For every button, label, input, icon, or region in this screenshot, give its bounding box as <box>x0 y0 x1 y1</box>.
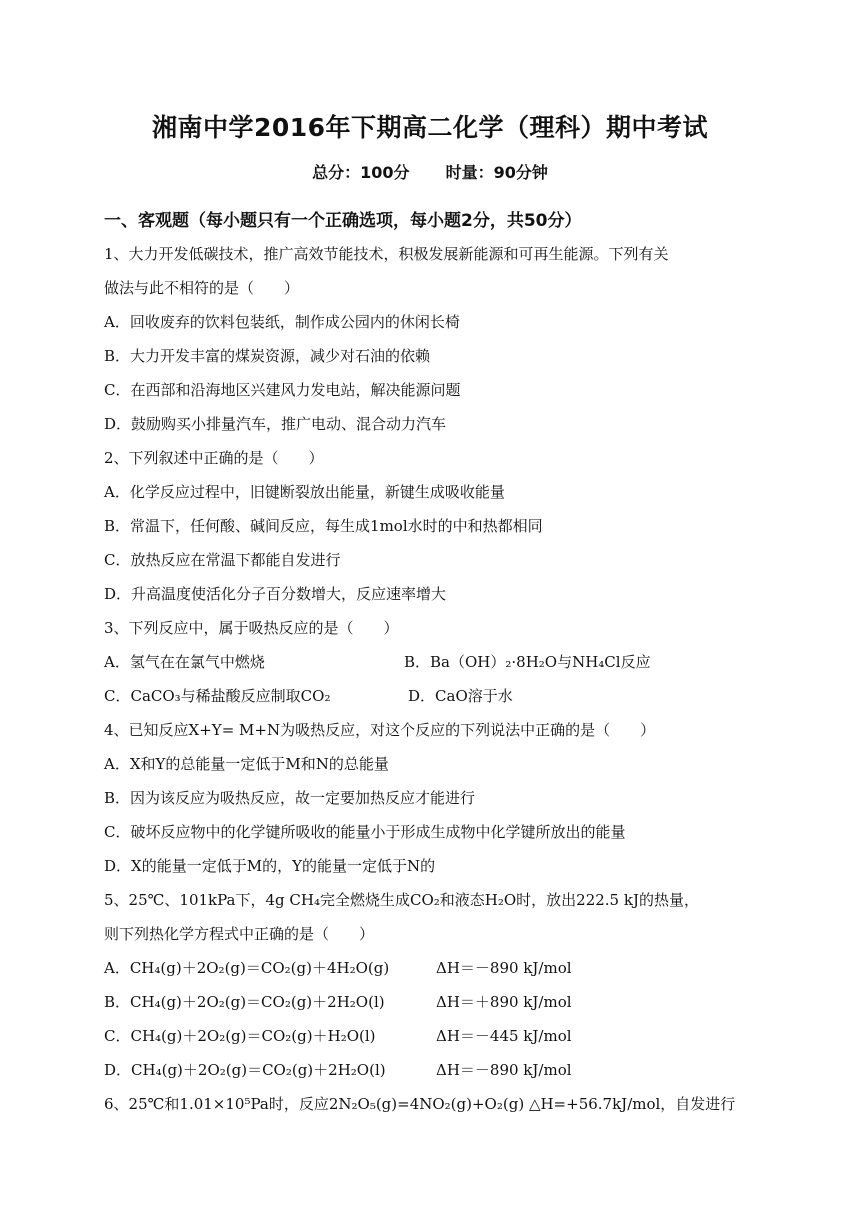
question-5-option-b-enthalpy: ΔH＝＋890 kJ/mol <box>436 993 572 1011</box>
question-4-option-c: C．破坏反应物中的化学键所吸收的能量小于形成生成物中化学键所放出的能量 <box>104 823 626 841</box>
question-5-option-c-equation: C．CH₄(g)＋2O₂(g)＝CO₂(g)＋H₂O(l) <box>104 1027 376 1045</box>
question-2-option-c: C．放热反应在常温下都能自发进行 <box>104 551 341 569</box>
question-6-stem: 6、25℃和1.01×10⁵Pa时，反应2N₂O₅(g)=4NO₂(g)+O₂(g) △H=+56.7kJ/mol，自发进行 <box>104 1095 736 1113</box>
question-2-option-b: B．常温下，任何酸、碱间反应，每生成1mol水时的中和热都相同 <box>104 517 543 535</box>
question-3-options-cd <box>104 686 513 706</box>
exam-subtitle <box>0 160 860 183</box>
exam-title: 湘南中学2016年下期高二化学（理科）期中考试 <box>151 113 709 142</box>
question-1-option-d: D．鼓励购买小排量汽车，推广电动、混合动力汽车 <box>104 415 447 433</box>
question-3-option-c: C．CaCO₃与稀盐酸反应制取CO₂ <box>104 687 331 705</box>
question-5-option-c-enthalpy: ΔH＝－445 kJ/mol <box>436 1027 572 1045</box>
section-heading: 一、客观题（每小题只有一个正确选项，每小题2分，共50分） <box>104 211 582 231</box>
question-1-stem-cont: 做法与此不相符的是（ ） <box>104 279 300 297</box>
question-5-option-d-enthalpy: ΔH＝－890 kJ/mol <box>436 1061 572 1079</box>
question-2-option-d: D．升高温度使活化分子百分数增大，反应速率增大 <box>104 585 447 603</box>
question-4-option-b: B．因为该反应为吸热反应，故一定要加热反应才能进行 <box>104 789 476 807</box>
question-5-option-a <box>104 958 572 978</box>
question-1-option-c: C．在西部和沿海地区兴建风力发电站，解决能源问题 <box>104 381 461 399</box>
question-1-stem: 1、大力开发低碳技术，推广高效节能技术，积极发展新能源和可再生能源。下列有关 <box>104 245 669 263</box>
question-5-option-a-enthalpy: ΔH＝－890 kJ/mol <box>436 959 572 977</box>
question-4-stem: 4、已知反应X+Y= M+N为吸热反应，对这个反应的下列说法中正确的是（ ） <box>104 721 656 739</box>
question-3-option-a: A．氢气在在氯气中燃烧 <box>104 653 265 671</box>
question-4-option-d: D．X的能量一定低于M的，Y的能量一定低于N的 <box>104 857 436 875</box>
total-score: 总分：100分 <box>312 163 410 182</box>
question-5-option-b-equation: B．CH₄(g)＋2O₂(g)＝CO₂(g)＋2H₂O(l) <box>104 993 385 1011</box>
question-2-option-a: A．化学反应过程中，旧键断裂放出能量，新键生成吸收能量 <box>104 483 505 501</box>
question-5-option-a-equation: A．CH₄(g)＋2O₂(g)＝CO₂(g)＋4H₂O(g) <box>104 959 390 977</box>
question-5-stem-cont: 则下列热化学方程式中正确的是（ ） <box>104 925 375 943</box>
question-5-option-c <box>104 1026 572 1046</box>
question-5-stem: 5、25℃、101kPa下，4g CH₄完全燃烧生成CO₂和液态H₂O时，放出222.5 kJ的热量， <box>104 891 699 909</box>
question-5-option-d-equation: D．CH₄(g)＋2O₂(g)＝CO₂(g)＋2H₂O(l) <box>104 1061 386 1079</box>
question-5-option-b <box>104 992 572 1012</box>
question-3-option-d: D．CaO溶于水 <box>408 687 513 705</box>
question-3-options-ab <box>104 652 651 672</box>
question-4-option-a: A．X和Y的总能量一定低于M和N的总能量 <box>104 755 389 773</box>
question-5-option-d <box>104 1060 572 1080</box>
question-1-option-b: B．大力开发丰富的煤炭资源，减少对石油的依赖 <box>104 347 431 365</box>
question-1-option-a: A．回收废弃的饮料包装纸，制作成公园内的休闲长椅 <box>104 313 460 331</box>
question-3-stem: 3、下列反应中，属于吸热反应的是（ ） <box>104 619 399 637</box>
question-2-stem: 2、下列叙述中正确的是（ ） <box>104 449 324 467</box>
question-3-option-b: B．Ba（OH）₂·8H₂O与NH₄Cl反应 <box>404 653 651 671</box>
time-limit: 时量：90分钟 <box>445 163 548 182</box>
